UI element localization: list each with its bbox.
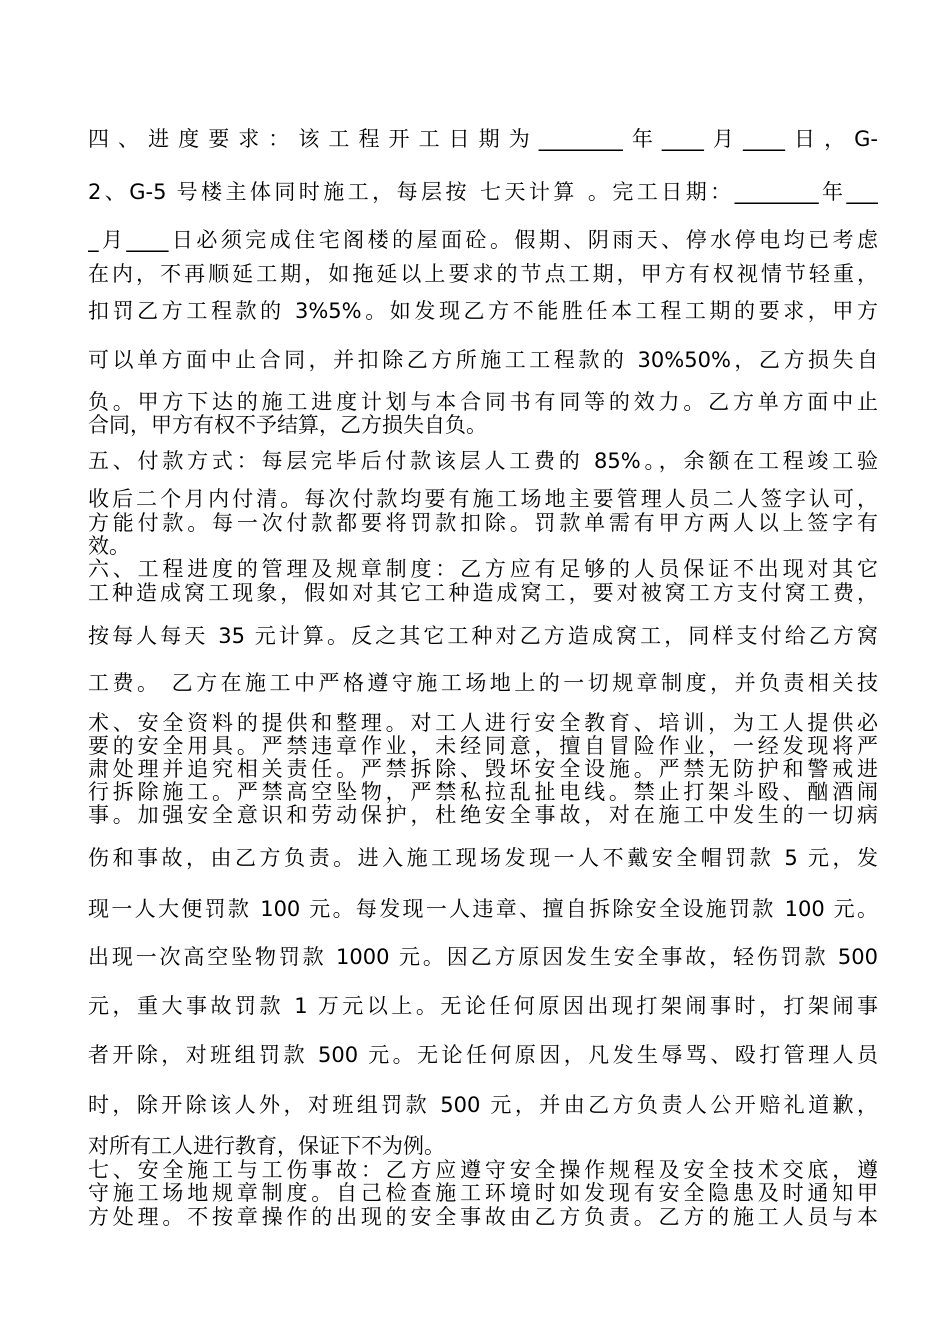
text-line: 事。加强安全意识和劳动保护，杜绝安全事故，对在施工中发生的一切病 [88,803,878,827]
text-line: 工种造成窝工现象，假如对其它工种造成窝工，要对被窝工方支付窝工费， [88,581,878,605]
text-line: 伤和事故，由乙方负责。进入施工现场发现一人不戴安全帽罚款 5 元，发 [88,846,878,870]
text-line: 效。 [88,534,130,558]
text-line: 四、进度要求：该工程开工日期为________年____月____日，G- [88,127,878,151]
text-line: 时，除开除该人外，对班组罚款 500 元，并由乙方负责人公开赔礼道歉， [88,1093,878,1117]
section-heading-payment: 五、付款方式：每层完毕后付款该层人工费的 85%。，余额在工程竣工验 [88,449,878,473]
text-line: 行拆除施工。严禁高空坠物，严禁私拉乱扯电线。禁止打架斗殴、酗酒闹 [88,780,878,804]
section-heading-management: 六、工程进度的管理及规章制度：乙方应有足够的人员保证不出现对其它 [88,557,878,581]
text-line: 工费。 乙方在施工中严格遵守施工场地上的一切规章制度，并负责相关技 [88,671,878,695]
text-line: 守施工场地规章制度。自己检查施工环境时如发现有安全隐患及时通知甲 [88,1181,878,1205]
text-line: 可以单方面中止合同，并扣除乙方所施工工程款的 30%50%，乙方损失自 [88,348,878,372]
text-line: 方处理。不按章操作的出现的安全事故由乙方负责。乙方的施工人员与本 [88,1205,878,1229]
text-line: 收后二个月内付清。每次付款均要有施工场地主要管理人员二人签字认可， [88,487,878,511]
text-line: 按每人每天 35 元计算。反之其它工种对乙方造成窝工，同样支付给乙方窝 [88,624,878,648]
text-line: 出现一次高空坠物罚款 1000 元。因乙方原因发生安全事故，轻伤罚款 500 [88,945,878,969]
section-heading-safety: 七、安全施工与工伤事故：乙方应遵守安全操作规程及安全技术交底，遵 [88,1158,878,1182]
text-line: 元，重大事故罚款 1 万元以上。无论任何原因出现打架闹事时，打架闹事 [88,994,878,1018]
text-line: 方能付款。每一次付款都要将罚款扣除。罚款单需有甲方两人以上签字有 [88,511,878,535]
text-line: 现一人大便罚款 100 元。每发现一人违章、擅自拆除安全设施罚款 100 元。 [88,897,878,921]
text-line: 肃处理并追究相关责任。严禁拆除、毁坏安全设施。严禁无防护和警戒进 [88,757,878,781]
text-line: 对所有工人进行教育，保证下不为例。 [88,1134,445,1158]
text-line: 术、安全资料的提供和整理。对工人进行安全教育、培训，为工人提供必 [88,711,878,735]
text-line: 合同，甲方有权不予结算，乙方损失自负。 [88,413,487,437]
text-line: 要的安全用具。严禁违章作业，未经同意，擅自冒险作业，一经发现将严 [88,734,878,758]
text-line: 在内，不再顺延工期，如拖延以上要求的节点工期，甲方有权视情节轻重， [88,262,878,286]
text-line: 扣罚乙方工程款的 3%5%。如发现乙方不能胜任本工程工期的要求，甲方 [88,299,878,323]
text-line: 2、G-5 号楼主体同时施工，每层按 七天计算 。完工日期：________年___ [88,180,878,204]
text-line: 负。甲方下达的施工进度计划与本合同书有同等的效力。乙方单方面中止 [88,390,878,414]
text-line: 者开除，对班组罚款 500 元。无论任何原因，凡发生辱骂、殴打管理人员 [88,1043,878,1067]
text-line: _月____日必须完成住宅阁楼的屋面砼。假期、阴雨天、停水停电均已考虑 [88,228,878,252]
